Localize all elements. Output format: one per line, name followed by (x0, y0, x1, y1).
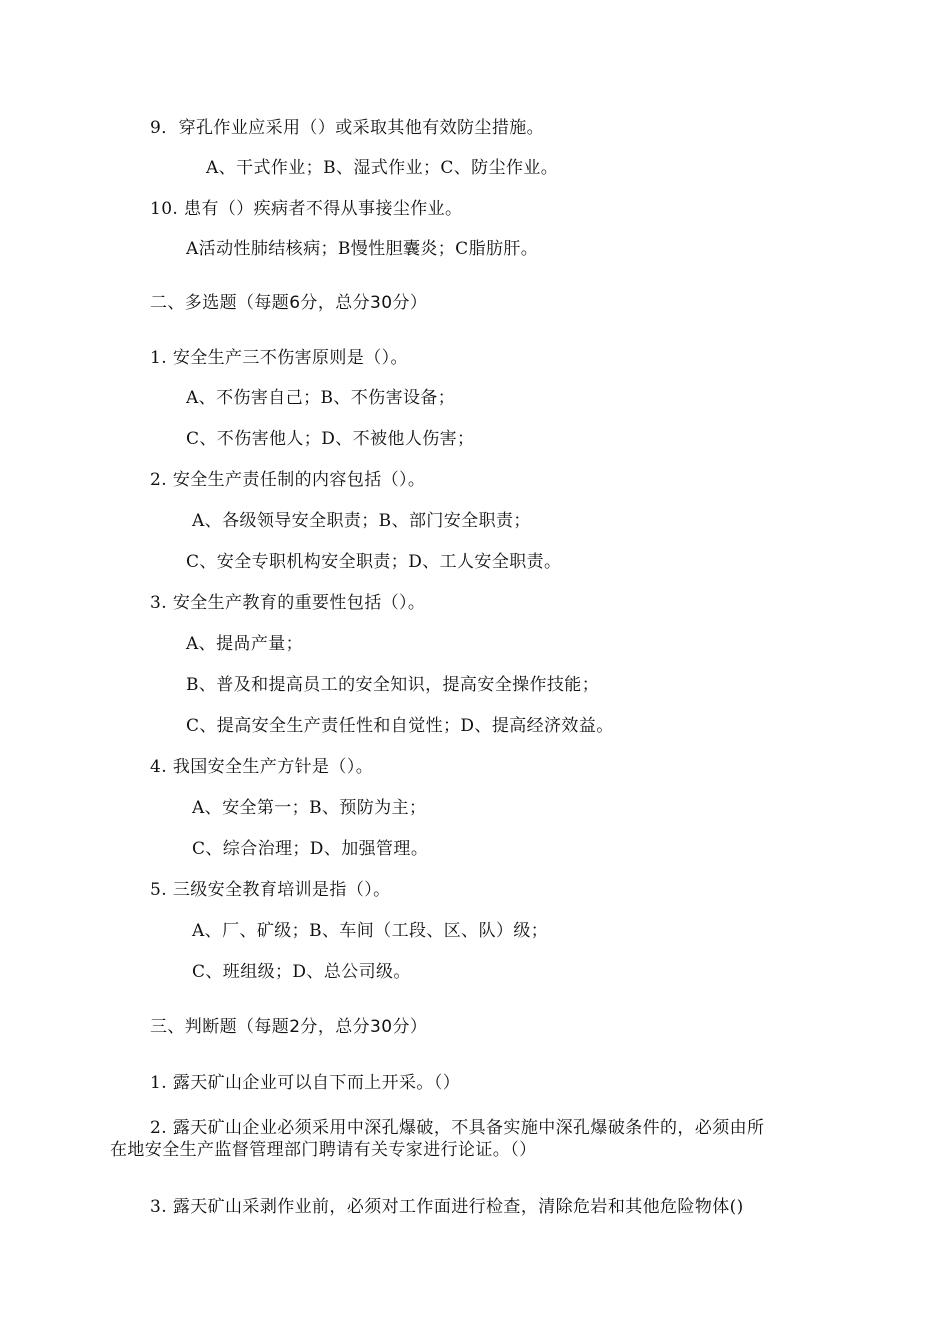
tf1: 1. 露天矿山企业可以自下而上开采。（） (150, 1073, 461, 1093)
section-3-heading: 三、判断题（每题2分，总分30分） (150, 1017, 428, 1037)
mq4-stem: 4. 我国安全生产方针是（）。 (150, 757, 374, 777)
mq5-options-cd: C、班组级；D、总公司级。 (192, 962, 411, 982)
tf2-line1: 2. 露天矿山企业必须采用中深孔爆破，不具备实施中深孔爆破条件的，必须由所 (150, 1118, 765, 1138)
mq1-stem: 1. 安全生产三不伤害原则是（）。 (150, 348, 408, 368)
mq3-stem: 3. 安全生产教育的重要性包括（）。 (150, 593, 426, 613)
q9-options: A、干式作业；B、湿式作业；C、防尘作业。 (206, 158, 559, 178)
q9-stem: 9．穿孔作业应采用（）或采取其他有效防尘措施。 (150, 118, 545, 138)
mq1-options-cd: C、不伤害他人；D、不被他人伤害； (186, 429, 475, 449)
tf3: 3. 露天矿山采剥作业前，必须对工作面进行检查，清除危岩和其他危险物体() (150, 1197, 744, 1217)
mq3-option-b: B、普及和提高员工的安全知识，提高安全操作技能； (186, 675, 600, 695)
q10-options: A活动性肺结核病；B慢性胆囊炎；C脂肪肝。 (186, 239, 539, 259)
mq3-options-cd: C、提高安全生产责任性和自觉性；D、提高经济效益。 (186, 716, 614, 736)
mq1-options-ab: A、不伤害自己；B、不伤害设备； (186, 388, 456, 408)
mq4-options-ab: A、安全第一；B、预防为主； (192, 798, 427, 818)
mq2-options-cd: C、安全专职机构安全职责；D、工人安全职责。 (186, 552, 562, 572)
mq4-options-cd: C、综合治理；D、加强管理。 (192, 839, 429, 859)
mq2-options-ab: A、各级领导安全职责；B、部门安全职责； (192, 511, 531, 531)
q10-stem: 10. 患有（）疾病者不得从事接尘作业。 (150, 199, 463, 219)
mq2-stem: 2. 安全生产责任制的内容包括（）。 (150, 470, 426, 490)
tf2-line2: 在地安全生产监督管理部门聘请有关专家进行论证。（） (110, 1140, 537, 1160)
mq5-stem: 5. 三级安全教育培训是指（）。 (150, 880, 391, 900)
section-2-heading: 二、多选题（每题6分，总分30分） (150, 293, 428, 313)
mq3-option-a: A、提咼产量； (186, 634, 304, 654)
mq5-options-ab: A、厂、矿级；B、车间（工段、区、队）级； (192, 921, 549, 941)
